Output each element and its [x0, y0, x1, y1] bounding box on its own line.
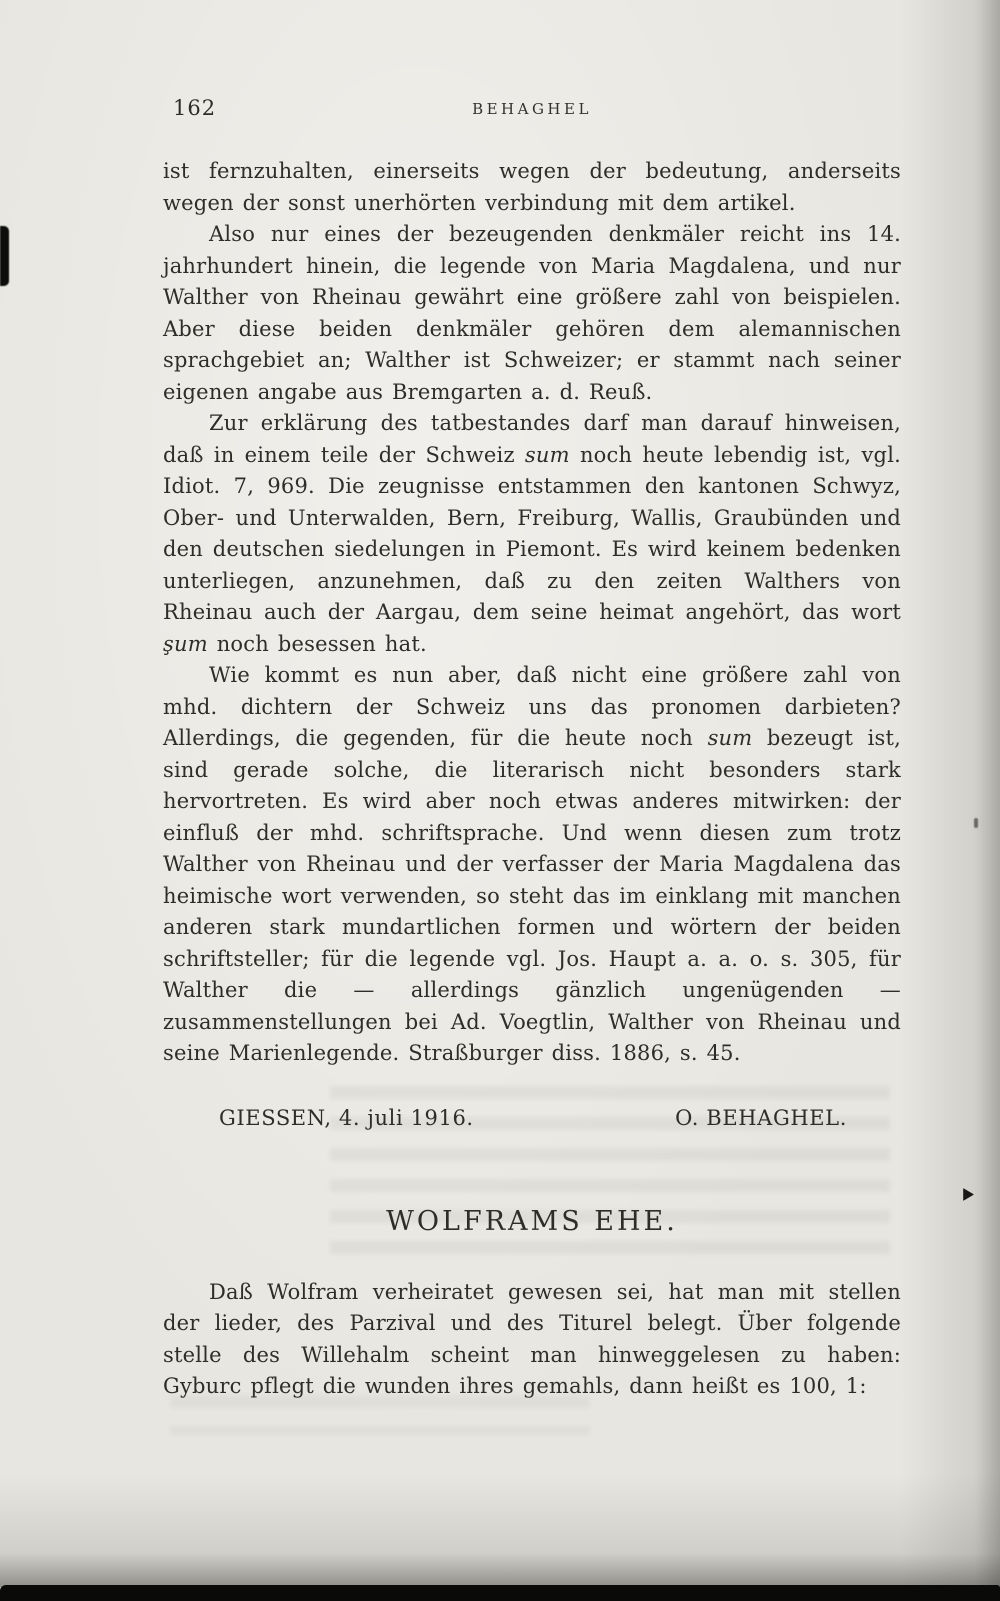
paragraph: [163, 219, 901, 408]
paragraph: [163, 1277, 901, 1403]
page-content: [163, 96, 901, 1403]
text-run: Daß Wolfram verheiratet gewesen sei, hat man mit stellen der lieder, des Parzival und des Titurel belegt. Über folgende stelle des Willehalm scheint man hinweggelesen zu haben: Gyburc pflegt die wunden ihres gemahls, dann heißt es 100, 1:: [163, 1279, 901, 1398]
paragraph: [163, 408, 901, 660]
text-run: Wie kommt es nun aber, daß nicht eine größere zahl von mhd. dichtern der Schweiz uns das pronomen darbieten? Allerdings, die gegenden, für die heute noch: [163, 663, 901, 750]
text-run: bezeugt ist, sind gerade solche, die literarisch nicht besonders stark hervortreten. Es wird aber noch etwas anderes mitwirken: der einfluß der mhd. schriftsprache. Und wenn diesen zum trotz Walther von Rheinau und der verfasser der Maria Magdalena das heimische wort verwenden, so steht das im einklang mit manchen anderen stark mundartlichen formen und wörtern der beiden schriftsteller; für die legende vgl. Jos. Haupt a. a. o. s. 305, für Walther die — allerdings gänzlich ungenügenden — zusammenstellungen bei Ad. Voegtlin, Walther von Rheinau und seine Marienlegende. Straßburger diss. 1886, s. 45.: [163, 726, 902, 1065]
paragraph: [163, 156, 901, 219]
text-run: ist fernzuhalten, einerseits wegen der bedeutung, anderseits wegen der sonst unerhörten verbindung mit dem artikel.: [163, 159, 901, 215]
scan-edge-fade-bottom: [0, 1553, 1000, 1587]
signoff: [163, 1106, 901, 1130]
margin-mark-artifact: [963, 1188, 974, 1201]
text-run: Zur erklärung des tatbestandes darf man darauf hinweisen, daß in einem teile der Schweiz: [163, 411, 901, 467]
paragraph: [163, 660, 901, 1070]
text-run: Also nur eines der bezeugenden denkmäler reicht ins 14. jahrhundert hinein, die legende von Maria Magdalena, und nur Walther von Rheinau gewährt eine größere zahl von beispielen. Aber diese beiden denkmäler gehören dem alemannischen sprachgebiet an; Walther ist Schweizer; er stammt nach seiner eigenen angabe aus Bremgarten a. d. Reuß.: [163, 222, 901, 404]
page-number: 162: [173, 96, 217, 120]
running-head: BEHAGHEL: [472, 100, 592, 118]
article-end-body: [163, 156, 901, 1403]
ink-smudge-artifact: [0, 226, 9, 286]
page-header: [163, 96, 901, 126]
emphasized-term: şum: [163, 631, 208, 656]
emphasized-term: sum: [524, 442, 570, 467]
signoff-place-date: GIESSEN, 4. juli 1916.: [219, 1105, 474, 1130]
scan-edge-shadow-bottom: [0, 1585, 1000, 1601]
emphasized-term: sum: [707, 726, 753, 750]
section-title: WOLFRAMS EHE.: [386, 1205, 678, 1237]
text-run: noch heute lebendig ist, vgl. Idiot. 7, 969. Die zeugnisse entstammen den kantonen Schwyz, Ober- und Unterwalden, Bern, Freiburg, Wallis, Graubünden und den deutschen siedelungen in Piemont. Es wird keinem bedenken unterliegen, anzunehmen, daß zu den zeiten Walthers von Rheinau auch der Aargau, dem seine heimat angehört, das wort: [163, 442, 901, 624]
text-run: noch besessen hat.: [207, 631, 427, 656]
signoff-author: O. BEHAGHEL.: [675, 1105, 847, 1130]
scan-edge-shadow-right: [974, 0, 1000, 1601]
